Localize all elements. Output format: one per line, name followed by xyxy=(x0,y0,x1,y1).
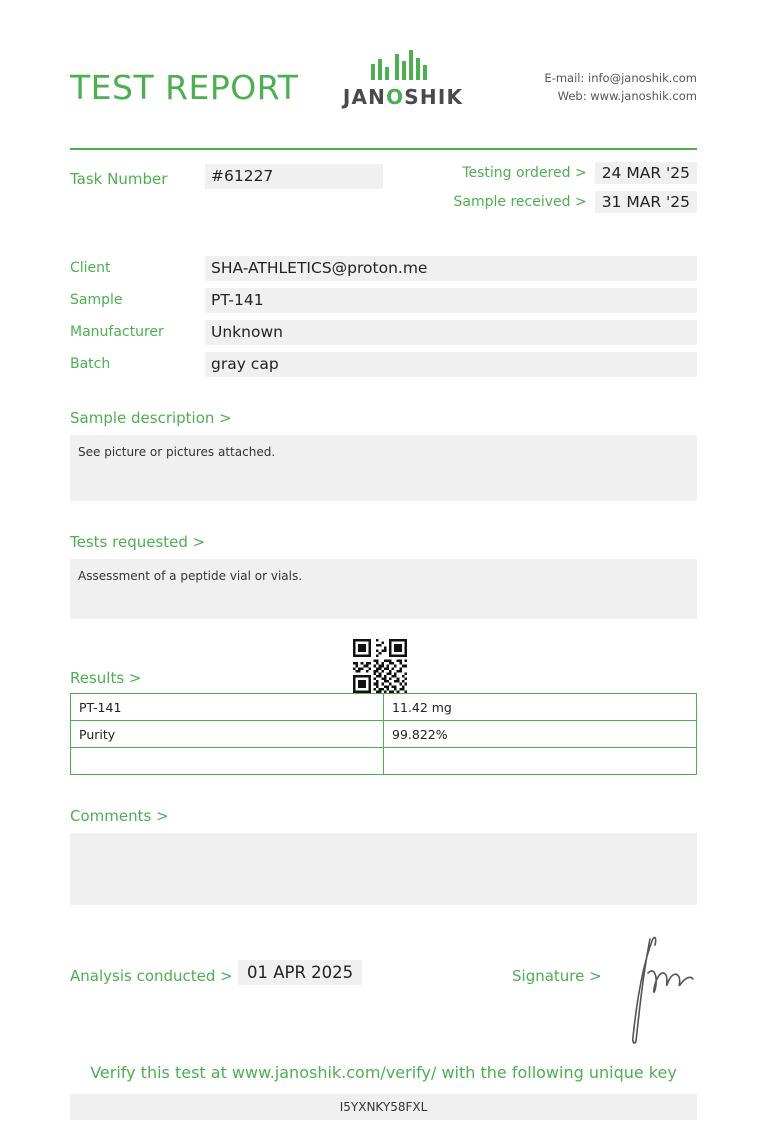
task-row xyxy=(70,164,697,224)
field-sample-value: PT-141 xyxy=(205,288,697,313)
field-batch-value: gray cap xyxy=(205,352,697,377)
tests-requested-box: Assessment of a peptide vial or vials. xyxy=(70,559,697,619)
result-value xyxy=(384,748,697,775)
analysis-conducted-label: Analysis conducted > xyxy=(70,967,233,985)
field-manufacturer-value: Unknown xyxy=(205,320,697,345)
date-block xyxy=(454,162,697,220)
qr-code-icon xyxy=(353,639,407,693)
contact-web: Web: www.janoshik.com xyxy=(557,88,697,103)
signature-icon xyxy=(610,929,720,1049)
sample-description-heading: Sample description > xyxy=(70,409,232,427)
field-batch xyxy=(70,352,697,377)
sample-received-label: Sample received > xyxy=(453,194,587,210)
field-sample-label: Sample xyxy=(70,292,123,308)
result-value: 99.822% xyxy=(384,721,697,748)
tests-requested-heading: Tests requested > xyxy=(70,533,206,551)
comments-heading: Comments > xyxy=(70,807,169,825)
field-client-label: Client xyxy=(70,260,111,276)
field-client xyxy=(70,256,697,281)
field-manufacturer-label: Manufacturer xyxy=(70,324,164,340)
sample-description-box: See picture or pictures attached. xyxy=(70,435,697,501)
table-row xyxy=(71,721,697,748)
analysis-signature-row xyxy=(70,957,697,1047)
result-name xyxy=(71,748,384,775)
field-batch-label: Batch xyxy=(70,356,111,372)
comments-box xyxy=(70,833,697,905)
testing-ordered-row xyxy=(454,162,697,184)
logo-mark-icon xyxy=(368,48,438,82)
signature-label: Signature > xyxy=(512,967,602,985)
field-client-value: SHA-ATHLETICS@proton.me xyxy=(205,256,697,281)
page-title: TEST REPORT xyxy=(70,68,299,107)
results-header-row xyxy=(70,649,697,693)
analysis-conducted-value: 01 APR 2025 xyxy=(238,960,362,985)
testing-ordered-value: 24 MAR '25 xyxy=(595,162,697,184)
field-sample xyxy=(70,288,697,313)
field-manufacturer xyxy=(70,320,697,345)
table-row xyxy=(71,748,697,775)
verify-text: Verify this test at www.janoshik.com/verify/ with the following unique key xyxy=(90,1063,677,1082)
task-number-label: Task Number xyxy=(70,170,168,188)
task-number-value: #61227 xyxy=(205,164,383,189)
results-heading: Results > xyxy=(70,669,142,687)
header-divider xyxy=(70,148,697,150)
report-header xyxy=(70,48,697,144)
sample-received-row xyxy=(454,191,697,213)
logo-text-part1: JAN xyxy=(342,85,387,109)
result-name: Purity xyxy=(71,721,384,748)
document-content xyxy=(70,0,697,1120)
sample-received-value: 31 MAR '25 xyxy=(595,191,697,213)
contact-email: E-mail: info@janoshik.com xyxy=(544,71,697,85)
result-name: PT-141 xyxy=(71,694,384,721)
results-table xyxy=(70,693,697,775)
logo-wordmark xyxy=(328,85,478,109)
logo-text-part3: SHIK xyxy=(404,85,464,109)
result-value: 11.42 mg xyxy=(384,694,697,721)
contact-info xyxy=(544,70,697,106)
info-fields xyxy=(70,256,697,377)
janoshik-logo xyxy=(328,48,478,109)
testing-ordered-label: Testing ordered > xyxy=(462,165,587,181)
logo-text-part2: O xyxy=(386,85,405,109)
table-row xyxy=(71,694,697,721)
unique-key: I5YXNKY58FXL xyxy=(70,1094,697,1120)
